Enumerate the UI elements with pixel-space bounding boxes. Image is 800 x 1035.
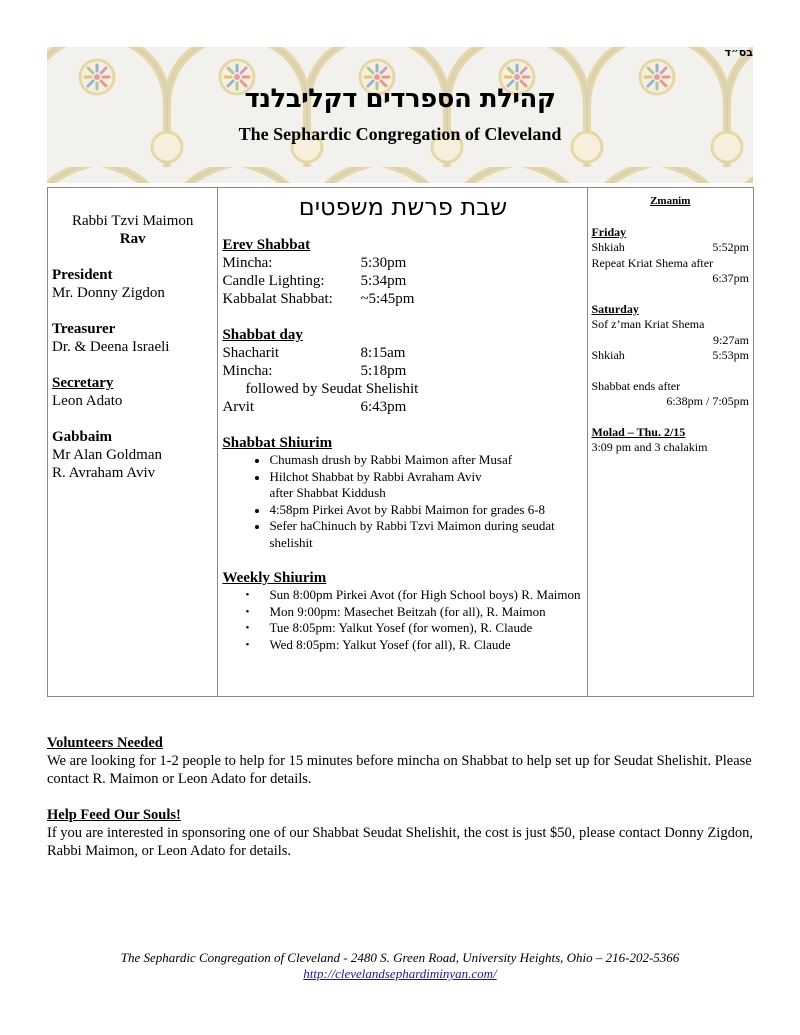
shabbat-shiurim-heading: Shabbat Shiurim [222, 435, 333, 451]
schedule-label: Mincha: [222, 363, 273, 379]
schedule-time: 5:34pm [360, 273, 407, 289]
list-item: • Chumash drush by Rabbi Maimon after Musaf [269, 452, 583, 469]
secretary-label: Secretary [52, 375, 114, 391]
zmanim-time: 9:27am [713, 332, 749, 347]
zmanim-label: Shkiah [591, 348, 625, 362]
gabbai-name: R. Avraham Aviv [52, 465, 156, 481]
zmanim-label: Repeat Kriat Shema after [591, 255, 714, 270]
schedule-label: Shacharit [222, 345, 280, 361]
president-name: Mr. Donny Zigdon [52, 285, 165, 301]
zmanim-time: 6:37pm [712, 271, 749, 285]
schedule-row [222, 254, 583, 272]
zmanim-column [588, 188, 754, 697]
president-label: President [52, 267, 113, 283]
shabbat-shiurim-list [222, 452, 583, 551]
schedule-label: Kabbalat Shabbat: [222, 291, 333, 307]
bsd-mark: בס״ד [724, 46, 753, 59]
list-item-line: after Shabbat Kiddush [269, 485, 386, 500]
schedule-time: ~5:45pm [360, 291, 415, 307]
molad-heading: Molad – Thu. 2/15 [591, 424, 686, 439]
list-item: • Sefer haChinuch by Rabbi Tzvi Maimon during seudat shelishit [269, 518, 583, 551]
zmanim-label: Shkiah [591, 240, 625, 254]
erev-shabbat-heading: Erev Shabbat [222, 237, 311, 253]
zmanim-time: 6:38pm / 7:05pm [666, 394, 749, 408]
gabbaim-label: Gabbaim [52, 429, 113, 445]
list-item: • 4:58pm Pirkei Avot by Rabbi Maimon for grades 6-8 [269, 502, 583, 519]
header-banner [47, 47, 753, 183]
footer [0, 950, 800, 982]
info-table [47, 187, 754, 697]
list-item [269, 469, 583, 502]
schedule-row [222, 362, 583, 380]
weekly-shiurim-list [222, 587, 583, 653]
zmanim-time: 5:53pm [712, 348, 749, 362]
list-item: • Tue 8:05pm: Yalkut Yosef (for women), R. Claude [269, 620, 583, 637]
list-item-line: Hilchot Shabbat by Rabbi Avraham Aviv [269, 468, 482, 484]
treasurer-label: Treasurer [52, 321, 116, 337]
schedule-time: 6:43pm [360, 399, 407, 415]
schedule-column [218, 188, 588, 697]
schedule-label: Candle Lighting: [222, 273, 325, 289]
rav-title: Rav [119, 231, 146, 247]
english-title: The Sephardic Congregation of Cleveland [238, 124, 562, 144]
parsha-title: שבת פרשת משפטים [298, 193, 508, 221]
zmanim-row [591, 348, 749, 364]
schedule-row [222, 290, 583, 308]
schedule-time: 5:30pm [360, 255, 407, 271]
treasurer-name: Dr. & Deena Israeli [52, 339, 170, 355]
volunteers-heading: Volunteers Needed [47, 735, 163, 751]
shabbat-day-heading: Shabbat day [222, 327, 303, 343]
list-item: • Wed 8:05pm: Yalkut Yosef (for all), R. Claude [269, 637, 583, 654]
schedule-row [222, 398, 583, 416]
molad-time: 3:09 pm and 3 chalakim [591, 440, 708, 454]
schedule-row [222, 344, 583, 362]
list-item: • Mon 9:00pm: Masechet Beitzah (for all), R. Maimon [269, 604, 583, 621]
volunteers-text: We are looking for 1-2 people to help for 15 minutes before mincha on Shabbat to help set up for Seudat Shelishit. Please contact R. Maimon or Leon Adato for details. [47, 753, 752, 787]
website-link[interactable]: http://clevelandsephardiminyan.com/ [303, 966, 497, 981]
saturday-heading: Saturday [591, 301, 639, 316]
list-item: • Sun 8:00pm Pirkei Avot (for High School boys) R. Maimon [269, 587, 583, 604]
friday-heading: Friday [591, 224, 627, 239]
rav-name: Rabbi Tzvi Maimon [72, 213, 194, 229]
gabbai-name: Mr Alan Goldman [52, 447, 162, 463]
schedule-time: 5:18pm [360, 363, 407, 379]
hebrew-title: קהילת הספרדים דקליבלנד [244, 84, 556, 114]
feed-text: If you are interested in sponsoring one of our Shabbat Seudat Shelishit, the cost is just $50, please contact Donny Zigdon, Rabbi Maimon, or Leon Adato for details. [47, 825, 753, 859]
feed-heading: Help Feed Our Souls! [47, 807, 181, 823]
zmanim-label: Shabbat ends after [591, 378, 681, 393]
footer-address: The Sephardic Congregation of Cleveland - 2480 S. Green Road, University Heights, Ohio – 216-202-5366 [120, 950, 680, 965]
schedule-label: Mincha: [222, 255, 273, 271]
zmanim-row [591, 240, 749, 256]
zmanim-time: 5:52pm [712, 240, 749, 254]
schedule-row [222, 272, 583, 290]
arch-pattern-decoration [47, 47, 753, 183]
secretary-name: Leon Adato [52, 393, 123, 409]
schedule-label: Arvit [222, 399, 255, 415]
weekly-shiurim-heading: Weekly Shiurim [222, 570, 327, 586]
seudat-note: followed by Seudat Shelishit [245, 381, 419, 397]
schedule-time: 8:15am [360, 345, 406, 361]
zmanim-label: Sof z’man Kriat Shema [591, 317, 705, 331]
zmanim-title: Zmanim [650, 195, 691, 207]
officers-column [48, 188, 218, 697]
notices-section [47, 734, 757, 860]
